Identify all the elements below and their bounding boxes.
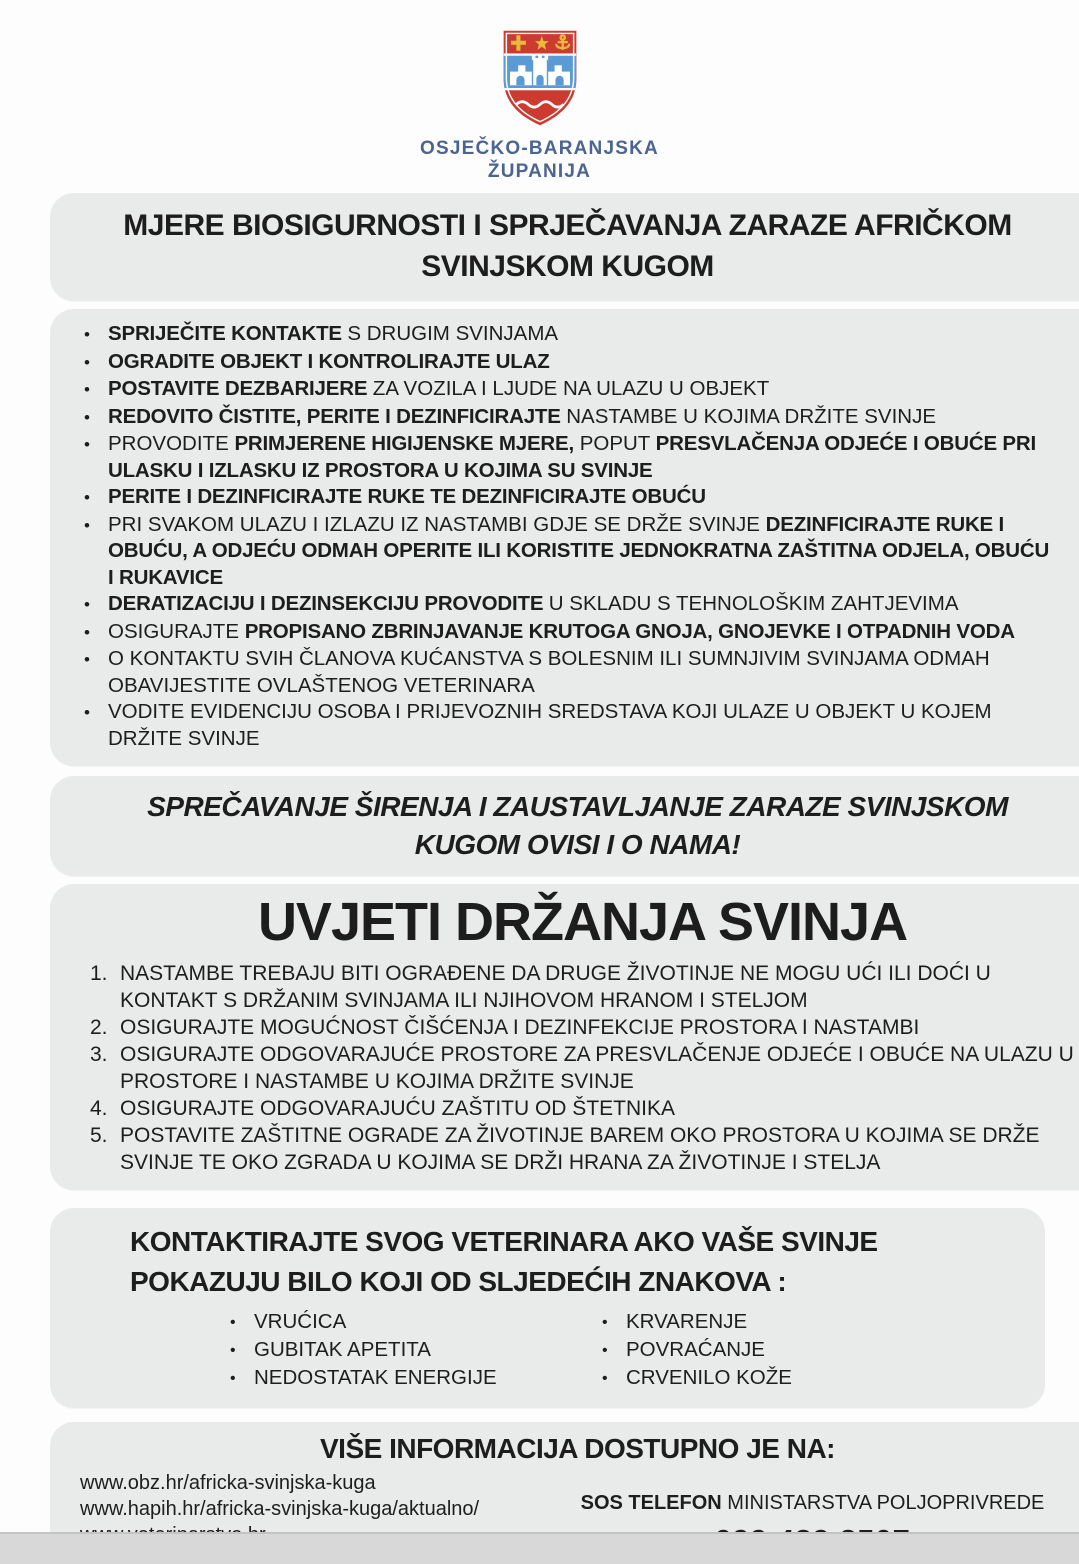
bullet-dot-icon: • [84,703,90,722]
bullet-dot-icon: • [230,1314,236,1331]
biosecurity-panel [50,309,1079,766]
info-link [80,1496,550,1522]
item-text: VRUĆICA [254,1310,347,1333]
info-heading: VIŠE INFORMACIJA DOSTUPNO JE NA: [319,1433,835,1464]
sos-line [550,1492,1075,1515]
org-name [0,137,1079,183]
biosecurity-item [84,404,1057,432]
bullet-dot-icon: • [230,1370,236,1387]
bullet-dot-icon: • [602,1314,608,1331]
bullet-dot-icon: • [602,1342,608,1359]
symptom-item [230,1308,602,1336]
scan-edge-band [0,1532,1079,1564]
bullet-dot-icon: • [230,1342,236,1359]
biosecurity-item [84,431,1057,484]
symptom-item [602,1336,792,1364]
sos-label: SOS TELEFON [580,1492,722,1514]
biosecurity-item [84,619,1057,647]
item-number: 4. [90,1097,108,1120]
bullet-dot-icon: • [84,435,90,454]
conditions-title: UVJETI DRŽANJA SVINJA [257,892,908,952]
condition-item [90,1041,1075,1095]
item-number: 5. [90,1124,108,1147]
biosecurity-item [84,646,1057,699]
conditions-panel [50,884,1079,1190]
biosecurity-item [84,512,1057,592]
item-number: 2. [90,1016,108,1039]
biosecurity-item [84,699,1057,752]
bullet-dot-icon: • [84,407,90,427]
item-text: DERATIZACIJU I DEZINSEKCIJU PROVODITE U SKLADU S TEHNOLOŠKIM ZAHTJEVIMA [108,592,959,615]
item-number: 1. [90,962,108,985]
condition-item [90,1095,1075,1122]
item-text: SPRIJEČITE KONTAKTE S DRUGIM SVINJAMA [108,322,559,345]
item-text: OGRADITE OBJEKT I KONTROLIRAJTE ULAZ [108,349,550,373]
bullet-dot-icon: • [84,622,90,642]
item-text: POVRAĆANJE [626,1338,765,1361]
item-text: O KONTAKTU SVIH ČLANOVA KUĆANSTVA S BOLESNIM ILI SUMNJIVIM SVINJAMA ODMAH OBAVIJESTITE OVLAŠTENOG VETERINARA [108,647,990,697]
item-text: PERITE I DEZINFICIRAJTE RUKE TE DEZINFICIRAJTE OBUĆU [108,485,706,508]
symptoms-panel [50,1208,1045,1408]
condition-item [90,960,1075,1014]
page-title: MJERE BIOSIGURNOSTI I SPRJEČAVANJA ZARAZE AFRIČKOM SVINJSKOM KUGOM [123,209,1012,283]
bullet-dot-icon: • [84,325,90,344]
symptom-item [602,1308,792,1336]
item-text: OSIGURAJTE ODGOVARAJUĆE PROSTORE ZA PRESVLAČENJE ODJEĆE I OBUĆE NA ULAZU U PROSTORE I NASTAMBE U KOJIMA DRŽITE SVINJE [120,1043,1074,1093]
conditions-list [90,960,1075,1176]
bullet-dot-icon: • [84,515,90,535]
condition-item [90,1122,1075,1176]
item-text: REDOVITO ČISTITE, PERITE I DEZINFICIRAJTE NASTAMBE U KOJIMA DRŽITE SVINJE [108,404,937,428]
biosecurity-item [84,376,1057,404]
biosecurity-item [84,321,1057,349]
biosecurity-item [84,349,1057,377]
condition-item [90,1014,1075,1041]
biosecurity-item [84,484,1057,512]
item-text: www.obz.hr/africka-svinjska-kuga [80,1472,376,1494]
symptoms-heading: KONTAKTIRAJTE SVOG VETERINARA AKO VAŠE SVINJE POKAZUJU BILO KOJI OD SLJEDEĆIH ZNAKOVA : [130,1226,878,1297]
bullet-dot-icon: • [602,1370,608,1387]
item-text: OSIGURAJTE ODGOVARAJUĆU ZAŠTITU OD ŠTETNIKA [120,1097,675,1120]
item-number: 3. [90,1043,108,1066]
bullet-dot-icon: • [84,352,90,372]
bullet-dot-icon: • [84,380,90,399]
org-name-line1: OSJEČKO-BARANJSKA [420,138,659,159]
symptom-item [602,1364,792,1392]
symptom-item [230,1364,602,1392]
item-text: POSTAVITE ZAŠTITNE OGRADE ZA ŽIVOTINJE BAREM OKO PROSTORA U KOJIMA SE DRŽE SVINJE TE OKO ZGRADA U KOJIMA SE DRŽI HRANA ZA ŽIVOTINJE I STELJA [120,1124,1040,1174]
item-text: NEDOSTATAK ENERGIJE [254,1366,497,1389]
item-text: NASTAMBE TREBAJU BITI OGRAĐENE DA DRUGE ŽIVOTINJE NE MOGU UĆI ILI DOĆI U KONTAKT S DRŽANIM SVINJAMA ILI NJIHOVOM HRANOM I STELJOM [120,962,991,1012]
item-text: KRVARENJE [626,1310,748,1333]
symptoms-right-column [602,1308,792,1392]
symptoms-columns [130,1308,1005,1392]
item-text: OSIGURAJTE PROPISANO ZBRINJAVANJE KRUTOGA GNOJA, GNOJEVKE I OTPADNIH VODA [108,619,1015,643]
slogan-text: SPREČAVANJE ŠIRENJA I ZAUSTAVLJANJE ZARAZE SVINJSKOM KUGOM OVISI I O NAMA! [147,791,1008,860]
item-text: OSIGURAJTE MOGUĆNOST ČIŠĆENJA I DEZINFEKCIJE PROSTORA I NASTAMBI [120,1016,920,1039]
item-text: VODITE EVIDENCIJU OSOBA I PRIJEVOZNIH SREDSTAVA KOJI ULAZE U OBJEKT U KOJEM DRŽITE SVINJE [108,700,992,750]
item-text: PRI SVAKOM ULAZU I IZLAZU IZ NASTAMBI GDJE SE DRŽE SVINJE DEZINFICIRAJTE RUKE I OBUĆU, A ODJEĆU ODMAH OPERITE ILI KORISTITE JEDNOKRATNA ZAŠTITNA ODJELA, OBUĆU I RUKAVICE [108,512,1050,589]
bullet-dot-icon: • [84,595,90,614]
title-panel [50,193,1079,301]
item-text: POSTAVITE DEZBARIJERE ZA VOZILA I LJUDE NA ULAZU U OBJEKT [108,377,770,400]
bullet-dot-icon: • [84,488,90,507]
sos-suffix: MINISTARSTVA POLJOPRIVREDE [721,1492,1045,1514]
slogan-panel [50,776,1079,876]
item-text: GUBITAK APETITA [254,1338,431,1361]
org-name-line2: ŽUPANIJA [487,161,592,182]
item-text: CRVENILO KOŽE [626,1366,792,1389]
symptom-item [230,1336,602,1364]
county-crest-icon [497,28,583,128]
header [0,0,1079,183]
bullet-dot-icon: • [84,650,90,669]
symptoms-left-column [230,1308,602,1392]
item-text: www.hapih.hr/africka-svinjska-kuga/aktualno/ [80,1498,480,1520]
biosecurity-item [84,591,1057,619]
info-link [80,1470,550,1496]
item-text: PROVODITE PRIMJERENE HIGIJENSKE MJERE, POPUT PRESVLAČENJA ODJEĆE I OBUĆE PRI ULASKU I IZLASKU IZ PROSTORA U KOJIMA SU SVINJE [108,432,1036,482]
